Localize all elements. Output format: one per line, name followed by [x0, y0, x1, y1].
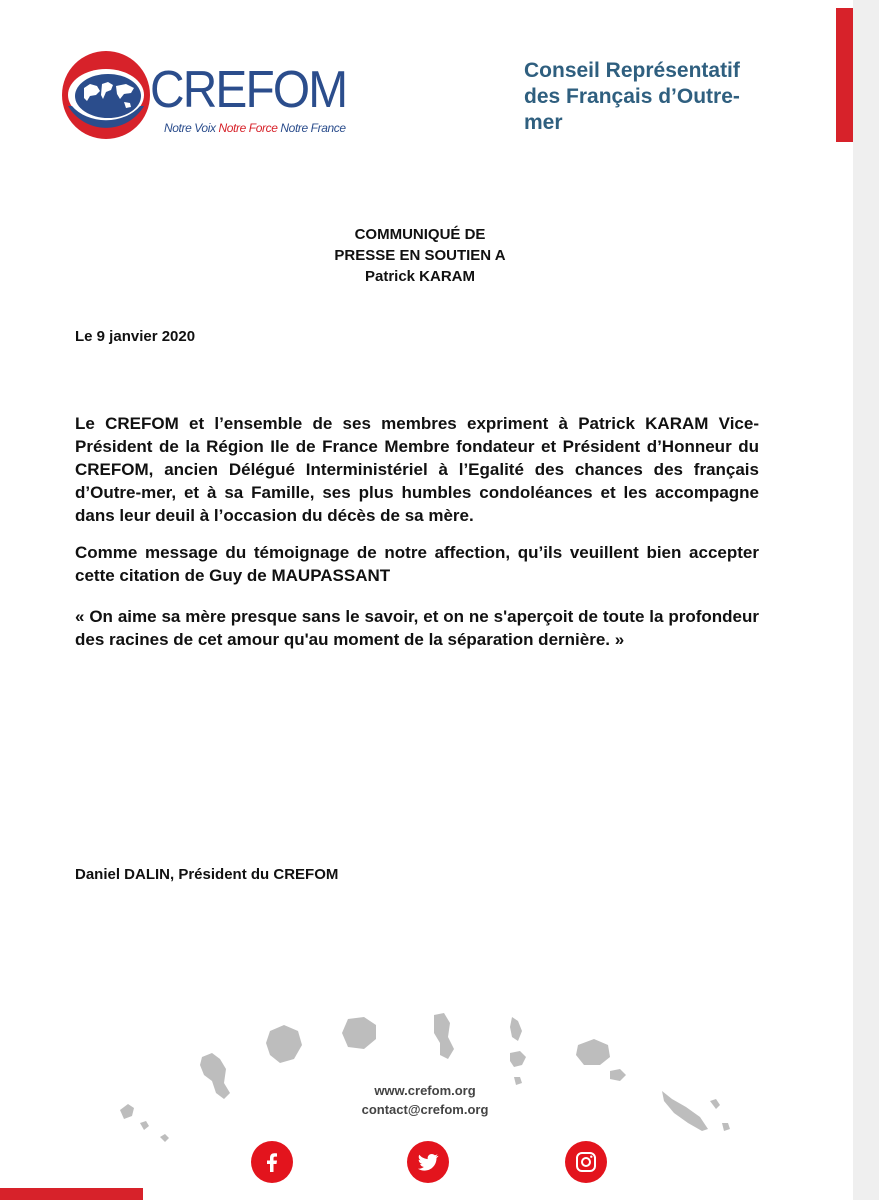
- overseas-islands-illustration: [110, 1005, 750, 1150]
- org-name-line: Conseil Représentatif: [524, 59, 740, 82]
- title-line: COMMUNIQUÉ DE: [354, 226, 486, 243]
- red-accent-bar-top: [836, 8, 853, 142]
- red-accent-bar-bottom: [0, 1188, 143, 1200]
- contact-block: [330, 1081, 520, 1119]
- org-name-line: mer: [524, 111, 563, 134]
- facebook-icon: [260, 1150, 284, 1174]
- facebook-button[interactable]: [251, 1141, 293, 1183]
- instagram-icon: [574, 1150, 598, 1174]
- email-link[interactable]: contact@crefom.org: [361, 1102, 489, 1117]
- twitter-icon: [416, 1150, 440, 1174]
- crefom-logo: [58, 48, 358, 143]
- citation-intro-paragraph: Comme message du témoignage de notre affection, qu’ils veuillent bien accepter cette citation de Guy de MAUPASSANT: [75, 543, 759, 585]
- tagline-part: Notre Force: [218, 121, 278, 135]
- globe-logo-icon: [58, 48, 154, 143]
- twitter-button[interactable]: [407, 1141, 449, 1183]
- maupassant-quote: « On aime sa mère presque sans le savoir, et on ne s'aperçoit de toute la profondeur des racines de cet amour qu'au moment de la séparation dernière. »: [75, 607, 759, 649]
- org-name-line: des Français d’Outre-: [524, 85, 740, 108]
- logo-wordmark: CREFOM: [150, 61, 347, 119]
- document-date: Le 9 janvier 2020: [75, 328, 196, 345]
- condolence-paragraph: Le CREFOM et l’ensemble de ses membres expriment à Patrick KARAM Vice-Président de la Région Ile de France Membre fondateur et Président d’Honneur du CREFOM, ancien Délégué Interministériel à l’Egalité des chances des français d’Outre-mer, et à sa Famille, ses plus humbles condoléances et les accompagne dans leur deuil à l’occasion du décès de sa mère.: [75, 414, 759, 525]
- website-link[interactable]: www.crefom.org: [374, 1083, 476, 1098]
- tagline-part: Notre France: [280, 121, 346, 135]
- page-margin-strip: [853, 0, 879, 1200]
- document-title: [200, 224, 640, 287]
- title-line: PRESSE EN SOUTIEN A: [334, 247, 506, 264]
- title-line: Patrick KARAM: [364, 268, 476, 285]
- organization-name: [524, 58, 784, 136]
- tagline-part: Notre Voix: [164, 121, 216, 135]
- signature: Daniel DALIN, Président du CREFOM: [75, 866, 339, 883]
- instagram-button[interactable]: [565, 1141, 607, 1183]
- logo-tagline: [164, 121, 346, 135]
